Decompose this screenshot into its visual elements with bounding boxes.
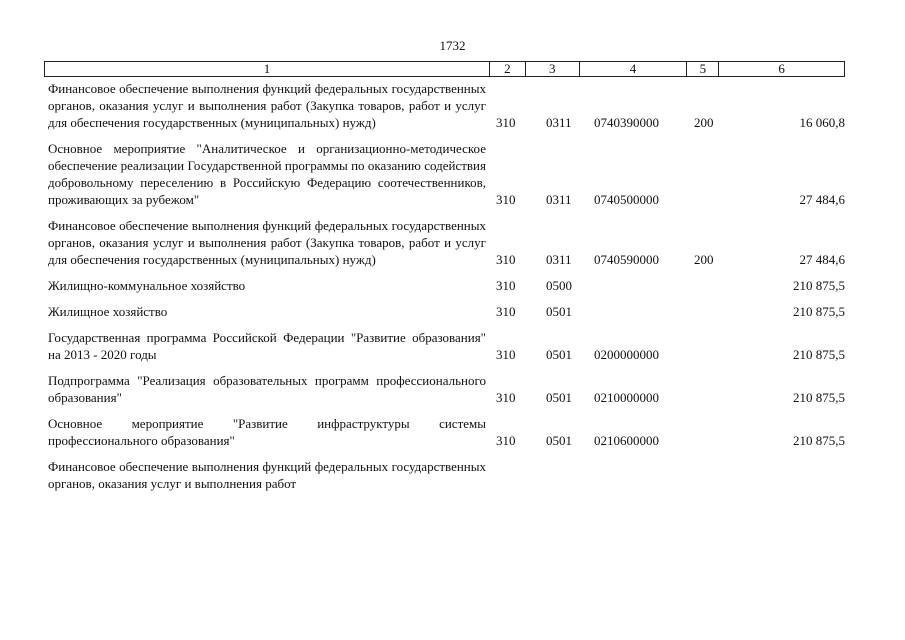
row-cs: 0740500000: [594, 192, 659, 207]
table-row: [48, 458, 845, 492]
header-col-5: 5: [687, 62, 719, 76]
row-name: Финансовое обеспечение выполнения функций федеральных государственных органов, оказания услуг и выполнения работ: [48, 459, 486, 491]
table-header: [44, 61, 845, 77]
row-cs: 0740590000: [594, 252, 659, 267]
row-gr: 310: [496, 192, 516, 207]
row-rz: 0311: [546, 115, 572, 130]
header-col-4: 4: [580, 62, 688, 76]
row-rz: 0501: [546, 304, 572, 319]
row-name: Жилищное хозяйство: [48, 304, 168, 319]
table-row: [48, 329, 845, 363]
table-row: [48, 80, 845, 131]
row-vr: 200: [694, 252, 714, 267]
table-row: [48, 140, 845, 208]
row-sum: 210 875,5: [793, 304, 845, 319]
row-name: Подпрограмма "Реализация образовательных программ профессионального образования": [48, 373, 486, 405]
table-row: [48, 372, 845, 406]
row-gr: 310: [496, 433, 516, 448]
row-name: Финансовое обеспечение выполнения функций федеральных государственных органов, оказания услуг и выполнения работ (Закупка товаров, работ и услуг для обеспечения государственных (муниципальных) нужд): [48, 218, 486, 267]
row-sum: 210 875,5: [793, 433, 845, 448]
table-row: [48, 303, 845, 320]
header-col-6: 6: [778, 61, 785, 76]
row-gr: 310: [496, 278, 516, 293]
table-row: [48, 277, 845, 294]
row-gr: 310: [496, 252, 516, 267]
row-rz: 0311: [546, 192, 572, 207]
table-body: [48, 80, 845, 501]
header-col-2: 2: [490, 62, 526, 76]
row-rz: 0501: [546, 433, 572, 448]
page-number: 1732: [439, 38, 466, 53]
row-vr: 200: [694, 115, 714, 130]
header-col-1: 1: [45, 62, 490, 76]
row-cs: 0210000000: [594, 390, 659, 405]
row-name: Государственная программа Российской Федерации "Развитие образования" на 2013 - 2020 годы: [48, 330, 486, 362]
row-rz: 0501: [546, 390, 572, 405]
row-gr: 310: [496, 304, 516, 319]
row-sum: 210 875,5: [793, 278, 845, 293]
row-sum: 210 875,5: [793, 347, 845, 362]
row-gr: 310: [496, 115, 516, 130]
row-name: Жилищно-коммунальное хозяйство: [48, 278, 246, 293]
row-cs: 0210600000: [594, 433, 659, 448]
table-row: [48, 415, 845, 449]
row-rz: 0501: [546, 347, 572, 362]
row-sum: 210 875,5: [793, 390, 845, 405]
row-gr: 310: [496, 347, 516, 362]
row-cs: 0200000000: [594, 347, 659, 362]
row-name: Основное мероприятие "Развитие инфраструктуры системы профессионального образования": [48, 416, 486, 448]
row-gr: 310: [496, 390, 516, 405]
table-row: [48, 217, 845, 268]
row-rz: 0500: [546, 278, 572, 293]
row-rz: 0311: [546, 252, 572, 267]
row-cs: 0740390000: [594, 115, 659, 130]
row-name: Финансовое обеспечение выполнения функций федеральных государственных органов, оказания услуг и выполнения работ (Закупка товаров, работ и услуг для обеспечения государственных (муниципальных) нужд): [48, 81, 486, 130]
row-name: Основное мероприятие "Аналитическое и организационно-методическое обеспечение реализации Государственной программы по оказанию содействия добровольному переселению в Российскую Федерацию соотечественников, проживающих за рубежом": [48, 141, 486, 207]
row-sum: 16 060,8: [799, 115, 845, 130]
row-sum: 27 484,6: [799, 252, 845, 267]
row-sum: 27 484,6: [799, 192, 845, 207]
header-col-3: 3: [526, 62, 580, 76]
